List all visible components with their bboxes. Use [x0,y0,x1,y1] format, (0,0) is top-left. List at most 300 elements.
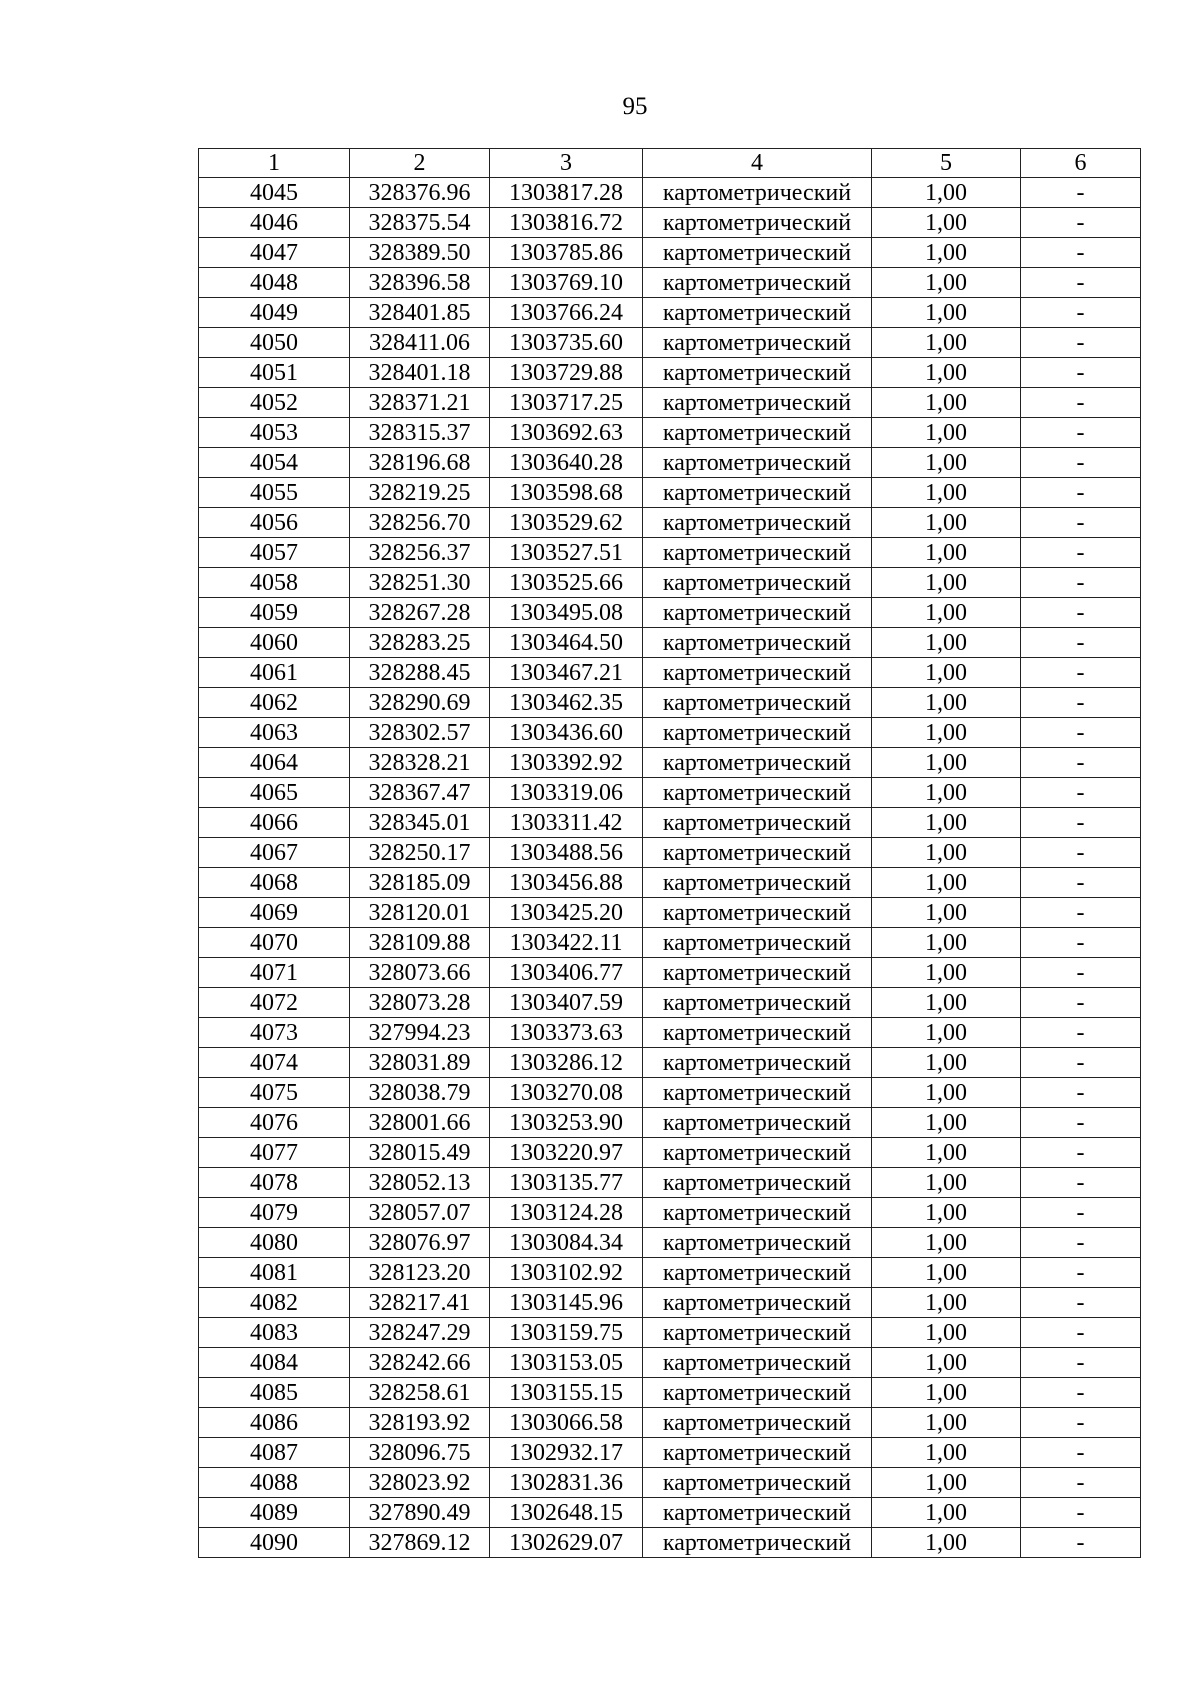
y-coordinate-cell: 1303145.96 [490,1288,643,1318]
method-cell: картометрический [643,238,872,268]
y-coordinate-cell: 1303735.60 [490,328,643,358]
point-number-cell: 4079 [199,1198,350,1228]
y-coordinate-cell: 1302629.07 [490,1528,643,1558]
x-coordinate-cell: 328283.25 [350,628,490,658]
y-coordinate-cell: 1303153.05 [490,1348,643,1378]
description-cell: - [1021,1138,1141,1168]
x-coordinate-cell: 328251.30 [350,568,490,598]
table-row [199,868,1141,898]
method-cell: картометрический [643,1348,872,1378]
accuracy-cell: 1,00 [872,238,1021,268]
y-coordinate-cell: 1303220.97 [490,1138,643,1168]
table-row [199,1228,1141,1258]
method-cell: картометрический [643,838,872,868]
description-cell: - [1021,1378,1141,1408]
y-coordinate-cell: 1303155.15 [490,1378,643,1408]
method-cell: картометрический [643,1468,872,1498]
x-coordinate-cell: 327994.23 [350,1018,490,1048]
y-coordinate-cell: 1302932.17 [490,1438,643,1468]
method-cell: картометрический [643,748,872,778]
accuracy-cell: 1,00 [872,1108,1021,1138]
point-number-cell: 4067 [199,838,350,868]
method-cell: картометрический [643,1498,872,1528]
table-row [199,1318,1141,1348]
method-cell: картометрический [643,1288,872,1318]
table-row [199,1468,1141,1498]
accuracy-cell: 1,00 [872,568,1021,598]
accuracy-cell: 1,00 [872,448,1021,478]
y-coordinate-cell: 1303464.50 [490,628,643,658]
description-cell: - [1021,778,1141,808]
x-coordinate-cell: 328267.28 [350,598,490,628]
description-cell: - [1021,478,1141,508]
table-row [199,1258,1141,1288]
point-number-cell: 4069 [199,898,350,928]
description-cell: - [1021,538,1141,568]
point-number-cell: 4082 [199,1288,350,1318]
x-coordinate-cell: 328345.01 [350,808,490,838]
y-coordinate-cell: 1303135.77 [490,1168,643,1198]
point-number-cell: 4054 [199,448,350,478]
x-coordinate-cell: 328250.17 [350,838,490,868]
header-cell-4: 4 [643,149,872,178]
description-cell: - [1021,868,1141,898]
point-number-cell: 4080 [199,1228,350,1258]
x-coordinate-cell: 328217.41 [350,1288,490,1318]
description-cell: - [1021,838,1141,868]
table-row [199,1078,1141,1108]
point-number-cell: 4063 [199,718,350,748]
y-coordinate-cell: 1303527.51 [490,538,643,568]
point-number-cell: 4083 [199,1318,350,1348]
x-coordinate-cell: 328401.85 [350,298,490,328]
table-row [199,598,1141,628]
description-cell: - [1021,268,1141,298]
accuracy-cell: 1,00 [872,898,1021,928]
accuracy-cell: 1,00 [872,1228,1021,1258]
description-cell: - [1021,748,1141,778]
table-body [199,178,1141,1558]
point-number-cell: 4049 [199,298,350,328]
accuracy-cell: 1,00 [872,718,1021,748]
accuracy-cell: 1,00 [872,598,1021,628]
table-row [199,268,1141,298]
method-cell: картометрический [643,1198,872,1228]
y-coordinate-cell: 1303785.86 [490,238,643,268]
description-cell: - [1021,1348,1141,1378]
x-coordinate-cell: 328396.58 [350,268,490,298]
y-coordinate-cell: 1303467.21 [490,658,643,688]
description-cell: - [1021,1228,1141,1258]
table-row [199,628,1141,658]
table-row [199,388,1141,418]
y-coordinate-cell: 1303456.88 [490,868,643,898]
point-number-cell: 4085 [199,1378,350,1408]
x-coordinate-cell: 328290.69 [350,688,490,718]
method-cell: картометрический [643,1378,872,1408]
x-coordinate-cell: 328219.25 [350,478,490,508]
y-coordinate-cell: 1303422.11 [490,928,643,958]
method-cell: картометрический [643,1138,872,1168]
point-number-cell: 4077 [199,1138,350,1168]
method-cell: картометрический [643,778,872,808]
table-row [199,478,1141,508]
table-row [199,988,1141,1018]
y-coordinate-cell: 1303102.92 [490,1258,643,1288]
method-cell: картометрический [643,658,872,688]
accuracy-cell: 1,00 [872,928,1021,958]
accuracy-cell: 1,00 [872,778,1021,808]
table-row [199,358,1141,388]
accuracy-cell: 1,00 [872,538,1021,568]
accuracy-cell: 1,00 [872,1138,1021,1168]
table-row [199,928,1141,958]
y-coordinate-cell: 1303816.72 [490,208,643,238]
table-row [199,208,1141,238]
table-row [199,838,1141,868]
table-row [199,1108,1141,1138]
accuracy-cell: 1,00 [872,1168,1021,1198]
x-coordinate-cell: 328315.37 [350,418,490,448]
y-coordinate-cell: 1303084.34 [490,1228,643,1258]
accuracy-cell: 1,00 [872,748,1021,778]
method-cell: картометрический [643,1108,872,1138]
method-cell: картометрический [643,1168,872,1198]
table-row [199,328,1141,358]
method-cell: картометрический [643,478,872,508]
description-cell: - [1021,628,1141,658]
y-coordinate-cell: 1303729.88 [490,358,643,388]
description-cell: - [1021,1408,1141,1438]
method-cell: картометрический [643,298,872,328]
accuracy-cell: 1,00 [872,1258,1021,1288]
x-coordinate-cell: 328015.49 [350,1138,490,1168]
y-coordinate-cell: 1303692.63 [490,418,643,448]
point-number-cell: 4081 [199,1258,350,1288]
accuracy-cell: 1,00 [872,868,1021,898]
method-cell: картометрический [643,208,872,238]
method-cell: картометрический [643,868,872,898]
method-cell: картометрический [643,568,872,598]
description-cell: - [1021,988,1141,1018]
accuracy-cell: 1,00 [872,1378,1021,1408]
x-coordinate-cell: 328256.70 [350,508,490,538]
point-number-cell: 4087 [199,1438,350,1468]
table-row [199,298,1141,328]
method-cell: картометрический [643,388,872,418]
y-coordinate-cell: 1303407.59 [490,988,643,1018]
method-cell: картометрический [643,598,872,628]
x-coordinate-cell: 328196.68 [350,448,490,478]
accuracy-cell: 1,00 [872,268,1021,298]
table-row [199,508,1141,538]
point-number-cell: 4062 [199,688,350,718]
x-coordinate-cell: 328001.66 [350,1108,490,1138]
accuracy-cell: 1,00 [872,1498,1021,1528]
y-coordinate-cell: 1303319.06 [490,778,643,808]
y-coordinate-cell: 1303286.12 [490,1048,643,1078]
point-number-cell: 4084 [199,1348,350,1378]
accuracy-cell: 1,00 [872,1348,1021,1378]
description-cell: - [1021,808,1141,838]
y-coordinate-cell: 1303769.10 [490,268,643,298]
y-coordinate-cell: 1302648.15 [490,1498,643,1528]
x-coordinate-cell: 328375.54 [350,208,490,238]
table-row [199,538,1141,568]
x-coordinate-cell: 328052.13 [350,1168,490,1198]
description-cell: - [1021,928,1141,958]
accuracy-cell: 1,00 [872,508,1021,538]
point-number-cell: 4061 [199,658,350,688]
method-cell: картометрический [643,448,872,478]
table-row [199,1408,1141,1438]
table-row [199,718,1141,748]
y-coordinate-cell: 1303766.24 [490,298,643,328]
x-coordinate-cell: 328328.21 [350,748,490,778]
y-coordinate-cell: 1303066.58 [490,1408,643,1438]
point-number-cell: 4073 [199,1018,350,1048]
y-coordinate-cell: 1303717.25 [490,388,643,418]
point-number-cell: 4065 [199,778,350,808]
description-cell: - [1021,1468,1141,1498]
y-coordinate-cell: 1303598.68 [490,478,643,508]
point-number-cell: 4066 [199,808,350,838]
table-row [199,808,1141,838]
point-number-cell: 4048 [199,268,350,298]
accuracy-cell: 1,00 [872,838,1021,868]
description-cell: - [1021,688,1141,718]
method-cell: картометрический [643,1228,872,1258]
description-cell: - [1021,1438,1141,1468]
header-cell-5: 5 [872,149,1021,178]
table-row [199,688,1141,718]
point-number-cell: 4074 [199,1048,350,1078]
y-coordinate-cell: 1302831.36 [490,1468,643,1498]
description-cell: - [1021,178,1141,208]
x-coordinate-cell: 328258.61 [350,1378,490,1408]
table-row [199,748,1141,778]
x-coordinate-cell: 328038.79 [350,1078,490,1108]
accuracy-cell: 1,00 [872,328,1021,358]
point-number-cell: 4064 [199,748,350,778]
description-cell: - [1021,1048,1141,1078]
table-row [199,1198,1141,1228]
point-number-cell: 4088 [199,1468,350,1498]
description-cell: - [1021,1018,1141,1048]
y-coordinate-cell: 1303525.66 [490,568,643,598]
x-coordinate-cell: 328120.01 [350,898,490,928]
method-cell: картометрический [643,1318,872,1348]
description-cell: - [1021,1528,1141,1558]
table-row [199,178,1141,208]
accuracy-cell: 1,00 [872,1198,1021,1228]
description-cell: - [1021,1078,1141,1108]
table-row [199,958,1141,988]
table-row [199,1528,1141,1558]
description-cell: - [1021,418,1141,448]
table-row [199,778,1141,808]
description-cell: - [1021,448,1141,478]
x-coordinate-cell: 328401.18 [350,358,490,388]
description-cell: - [1021,208,1141,238]
point-number-cell: 4076 [199,1108,350,1138]
table-row [199,1288,1141,1318]
coordinates-table [198,148,1141,1558]
description-cell: - [1021,358,1141,388]
table-row [199,1498,1141,1528]
table-row [199,238,1141,268]
y-coordinate-cell: 1303392.92 [490,748,643,778]
table-row [199,418,1141,448]
point-number-cell: 4058 [199,568,350,598]
y-coordinate-cell: 1303159.75 [490,1318,643,1348]
method-cell: картометрический [643,898,872,928]
method-cell: картометрический [643,1528,872,1558]
table-row [199,1378,1141,1408]
description-cell: - [1021,1168,1141,1198]
x-coordinate-cell: 328389.50 [350,238,490,268]
y-coordinate-cell: 1303488.56 [490,838,643,868]
description-cell: - [1021,1498,1141,1528]
table-row [199,1438,1141,1468]
point-number-cell: 4046 [199,208,350,238]
accuracy-cell: 1,00 [872,808,1021,838]
point-number-cell: 4060 [199,628,350,658]
accuracy-cell: 1,00 [872,358,1021,388]
method-cell: картометрический [643,178,872,208]
table-row [199,1168,1141,1198]
accuracy-cell: 1,00 [872,178,1021,208]
x-coordinate-cell: 328411.06 [350,328,490,358]
header-cell-1: 1 [199,149,350,178]
y-coordinate-cell: 1303817.28 [490,178,643,208]
description-cell: - [1021,598,1141,628]
point-number-cell: 4052 [199,388,350,418]
x-coordinate-cell: 328288.45 [350,658,490,688]
method-cell: картометрический [643,718,872,748]
method-cell: картометрический [643,418,872,448]
x-coordinate-cell: 328242.66 [350,1348,490,1378]
point-number-cell: 4070 [199,928,350,958]
point-number-cell: 4055 [199,478,350,508]
x-coordinate-cell: 328023.92 [350,1468,490,1498]
description-cell: - [1021,1198,1141,1228]
accuracy-cell: 1,00 [872,1048,1021,1078]
point-number-cell: 4086 [199,1408,350,1438]
description-cell: - [1021,1318,1141,1348]
accuracy-cell: 1,00 [872,658,1021,688]
method-cell: картометрический [643,508,872,538]
x-coordinate-cell: 328057.07 [350,1198,490,1228]
page-number: 95 [622,93,648,120]
description-cell: - [1021,298,1141,328]
table-row [199,448,1141,478]
accuracy-cell: 1,00 [872,298,1021,328]
accuracy-cell: 1,00 [872,958,1021,988]
x-coordinate-cell: 327890.49 [350,1498,490,1528]
point-number-cell: 4078 [199,1168,350,1198]
method-cell: картометрический [643,268,872,298]
table-row [199,658,1141,688]
method-cell: картометрический [643,928,872,958]
description-cell: - [1021,328,1141,358]
method-cell: картометрический [643,1078,872,1108]
accuracy-cell: 1,00 [872,1288,1021,1318]
y-coordinate-cell: 1303373.63 [490,1018,643,1048]
header-cell-3: 3 [490,149,643,178]
description-cell: - [1021,718,1141,748]
point-number-cell: 4090 [199,1528,350,1558]
x-coordinate-cell: 328185.09 [350,868,490,898]
y-coordinate-cell: 1303253.90 [490,1108,643,1138]
y-coordinate-cell: 1303462.35 [490,688,643,718]
x-coordinate-cell: 328109.88 [350,928,490,958]
point-number-cell: 4075 [199,1078,350,1108]
table-row [199,1048,1141,1078]
x-coordinate-cell: 328193.92 [350,1408,490,1438]
method-cell: картометрический [643,628,872,658]
description-cell: - [1021,568,1141,598]
description-cell: - [1021,1258,1141,1288]
y-coordinate-cell: 1303436.60 [490,718,643,748]
method-cell: картометрический [643,328,872,358]
method-cell: картометрический [643,1048,872,1078]
y-coordinate-cell: 1303640.28 [490,448,643,478]
accuracy-cell: 1,00 [872,1018,1021,1048]
accuracy-cell: 1,00 [872,478,1021,508]
accuracy-cell: 1,00 [872,1318,1021,1348]
accuracy-cell: 1,00 [872,1078,1021,1108]
point-number-cell: 4071 [199,958,350,988]
accuracy-cell: 1,00 [872,1468,1021,1498]
x-coordinate-cell: 328376.96 [350,178,490,208]
table-row [199,1018,1141,1048]
x-coordinate-cell: 328302.57 [350,718,490,748]
method-cell: картометрический [643,958,872,988]
accuracy-cell: 1,00 [872,1408,1021,1438]
accuracy-cell: 1,00 [872,1438,1021,1468]
header-cell-6: 6 [1021,149,1141,178]
x-coordinate-cell: 328073.66 [350,958,490,988]
point-number-cell: 4089 [199,1498,350,1528]
description-cell: - [1021,1288,1141,1318]
y-coordinate-cell: 1303495.08 [490,598,643,628]
point-number-cell: 4050 [199,328,350,358]
method-cell: картометрический [643,1408,872,1438]
x-coordinate-cell: 328247.29 [350,1318,490,1348]
description-cell: - [1021,958,1141,988]
header-row [199,149,1141,178]
method-cell: картометрический [643,358,872,388]
table-header [199,149,1141,178]
point-number-cell: 4053 [199,418,350,448]
description-cell: - [1021,238,1141,268]
y-coordinate-cell: 1303311.42 [490,808,643,838]
method-cell: картометрический [643,1258,872,1288]
accuracy-cell: 1,00 [872,418,1021,448]
point-number-cell: 4056 [199,508,350,538]
x-coordinate-cell: 328367.47 [350,778,490,808]
point-number-cell: 4068 [199,868,350,898]
x-coordinate-cell: 328123.20 [350,1258,490,1288]
accuracy-cell: 1,00 [872,208,1021,238]
description-cell: - [1021,388,1141,418]
header-cell-2: 2 [350,149,490,178]
table-row [199,1138,1141,1168]
accuracy-cell: 1,00 [872,388,1021,418]
y-coordinate-cell: 1303529.62 [490,508,643,538]
accuracy-cell: 1,00 [872,688,1021,718]
